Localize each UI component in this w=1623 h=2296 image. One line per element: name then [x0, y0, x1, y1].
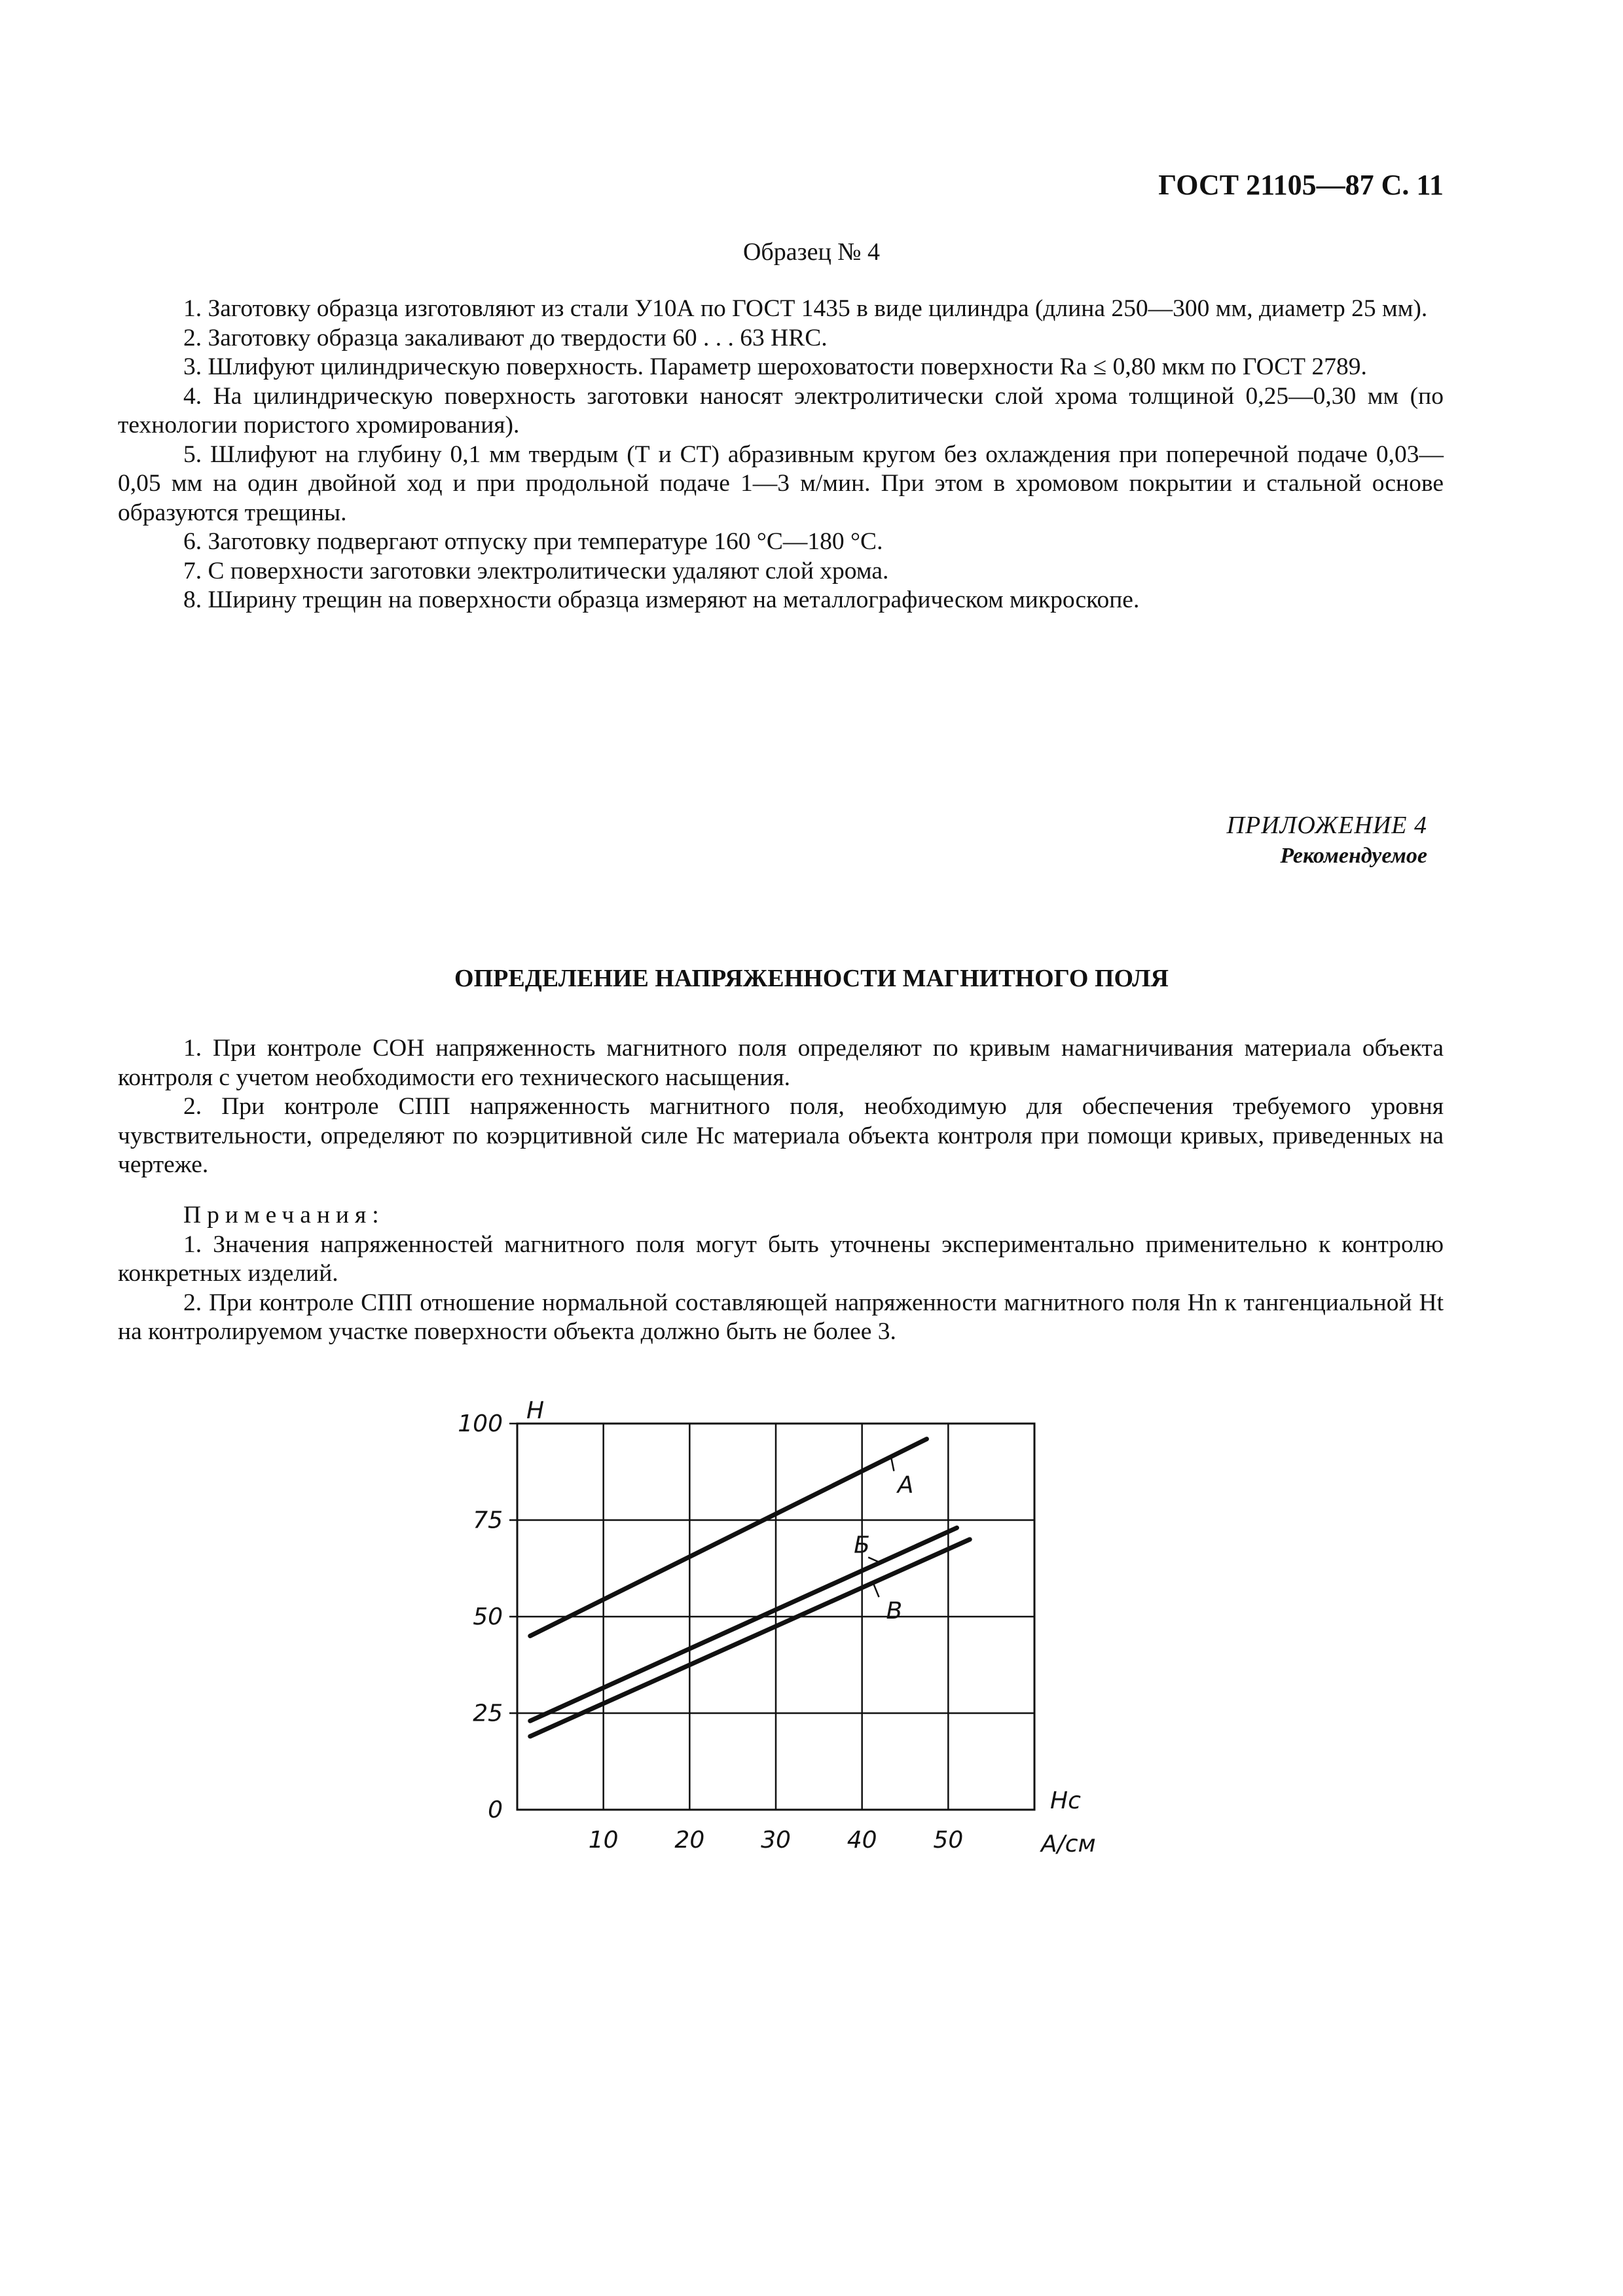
sample-steps	[118, 295, 1444, 615]
step-item: 6. Заготовку подвергают отпуску при температуре 160 °С—180 °С.	[183, 528, 883, 555]
series-line	[530, 1539, 970, 1736]
y-tick-label: 75	[473, 1507, 503, 1534]
appendix-number: ПРИЛОЖЕНИЕ 4	[1226, 812, 1427, 839]
section-paragraph: 2. При контроле СПП напряженность магнитного поля, необходимую для обеспечения требуемого уровня чувствительности, определяют по коэрцитивной силе Hc материала объекта контроля при помощи кривых, приведенных на чертеже.	[118, 1093, 1444, 1178]
x-tick-label: 40	[847, 1827, 877, 1854]
y-tick-label: 0	[488, 1797, 503, 1823]
step-item: 1. Заготовку образца изготовляют из стали У10А по ГОСТ 1435 в виде цилиндра (длина 250—300 мм, диаметр 25 мм).	[183, 295, 1428, 322]
appendix-status: Рекомендуемое	[1280, 844, 1427, 868]
notes-block	[118, 1201, 1444, 1347]
chart-svg	[432, 1371, 1126, 1869]
x-tick-label: 20	[674, 1827, 705, 1854]
x-tick-label: 30	[761, 1827, 791, 1854]
step-item: 5. Шлифуют на глубину 0,1 мм твердым (Т и СТ) абразивным кругом без охлаждения при поперечной подаче 0,03—0,05 мм на один двойной ход и при продольной подаче 1—3 м/мин. При этом в хромовом покрытии и стальной основе образуются трещины.	[118, 440, 1444, 526]
y-tick-label: 25	[473, 1700, 503, 1727]
step-item: 8. Ширину трещин на поверхности образца измеряют на металлографическом микроскопе.	[183, 586, 1140, 613]
appendix-label	[1048, 809, 1427, 870]
note-item: 2. При контроле СПП отношение нормальной составляющей напряженности магнитного поля Hn к тангенциальной Ht на контролируемом участке поверхности объекта должно быть не более 3.	[118, 1289, 1444, 1345]
step-item: 3. Шлифуют цилиндрическую поверхность. Параметр шероховатости поверхности Ra ≤ 0,80 мкм по ГОСТ 2789.	[183, 353, 1367, 380]
y-tick-label: 50	[473, 1604, 503, 1630]
step-item: 2. Заготовку образца закаливают до твердости 60 . . . 63 HRC.	[183, 324, 828, 351]
x-axis-label: Hc	[1050, 1787, 1081, 1814]
series-label: Б	[854, 1532, 870, 1559]
section-paragraphs	[118, 1034, 1444, 1180]
x-tick-label: 10	[588, 1827, 619, 1854]
y-axis-label: Н	[526, 1397, 545, 1424]
section-title: ОПРЕДЕЛЕНИЕ НАПРЯЖЕННОСТИ МАГНИТНОГО ПОЛЯ	[454, 965, 1169, 992]
series-leader-line	[891, 1457, 894, 1471]
note-item: 1. Значения напряженностей магнитного поля могут быть уточнены экспериментально применительно к контролю конкретных изделий.	[118, 1230, 1444, 1287]
series-label: В	[886, 1598, 903, 1625]
notes-heading: Примечания:	[183, 1202, 385, 1229]
magnetic-field-chart	[432, 1371, 1126, 1869]
x-axis-unit: А/см	[1041, 1831, 1096, 1857]
series-label: А	[897, 1471, 914, 1499]
page-header: ГОСТ 21105—87 С. 11	[1158, 169, 1444, 201]
step-item: 7. С поверхности заготовки электролитически удаляют слой хрома.	[183, 557, 889, 584]
step-item: 4. На цилиндрическую поверхность заготовки наносят электролитически слой хрома толщиной 0,25—0,30 мм (по технологии пористого хромирования).	[118, 382, 1444, 439]
section-paragraph: 1. При контроле СОН напряженность магнитного поля определяют по кривым намагничивания материала объекта контроля с учетом необходимости его технического насыщения.	[118, 1035, 1444, 1091]
y-tick-label: 100	[458, 1410, 503, 1437]
sample-title: Образец № 4	[742, 238, 881, 266]
series-leader-line	[873, 1583, 879, 1597]
x-tick-label: 50	[933, 1827, 964, 1854]
